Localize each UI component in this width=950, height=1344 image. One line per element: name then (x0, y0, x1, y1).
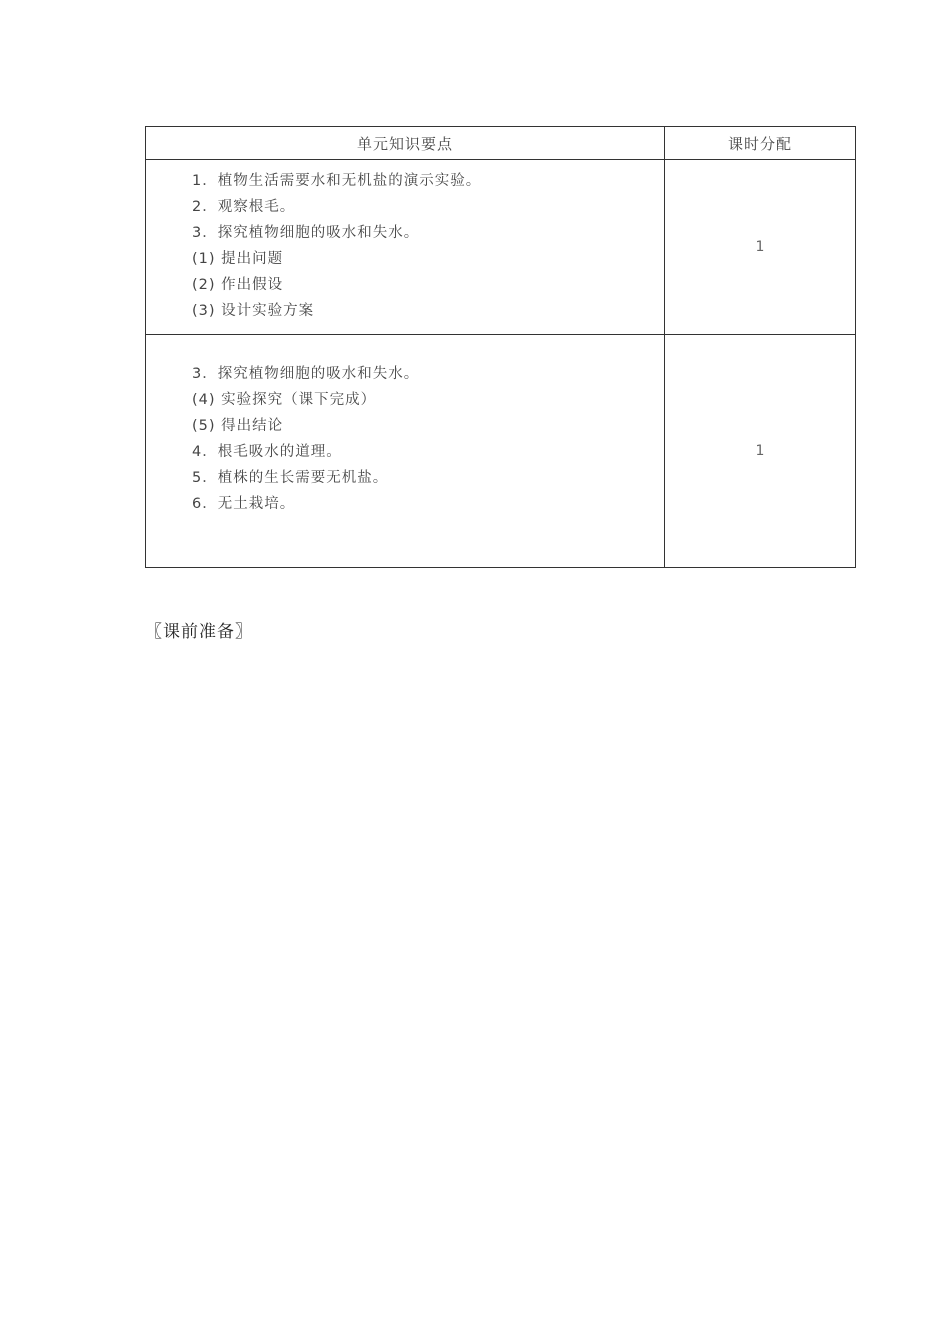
list-item: (2) 作出假设 (192, 277, 284, 293)
class-hours-cell: 1 (665, 160, 856, 335)
section-heading-pre-class-preparation: 〖课前准备〗 (145, 622, 253, 642)
knowledge-points-list (192, 168, 664, 324)
knowledge-points-list (192, 361, 664, 517)
list-item: 6．无土栽培。 (192, 496, 296, 512)
table-row (146, 335, 856, 568)
table-header-row (146, 127, 856, 160)
knowledge-points-cell (146, 335, 665, 568)
list-item: 2．观察根毛。 (192, 199, 296, 215)
knowledge-points-cell (146, 160, 665, 335)
list-item: 4．根毛吸水的道理。 (192, 444, 342, 460)
list-item: 5．植株的生长需要无机盐。 (192, 470, 389, 486)
knowledge-points-table (145, 126, 856, 568)
table-row (146, 160, 856, 335)
list-item: (1) 提出问题 (192, 251, 284, 267)
list-item: (5) 得出结论 (192, 418, 284, 434)
header-knowledge-points: 单元知识要点 (146, 127, 665, 160)
class-hours-cell: 1 (665, 335, 856, 568)
list-item: 3．探究植物细胞的吸水和失水。 (192, 225, 420, 241)
header-class-hours: 课时分配 (665, 127, 856, 160)
list-item: (3) 设计实验方案 (192, 303, 315, 319)
list-item: (4) 实验探究（课下完成） (192, 392, 377, 408)
list-item: 3．探究植物细胞的吸水和失水。 (192, 366, 420, 382)
list-item: 1．植物生活需要水和无机盐的演示实验。 (192, 173, 482, 189)
